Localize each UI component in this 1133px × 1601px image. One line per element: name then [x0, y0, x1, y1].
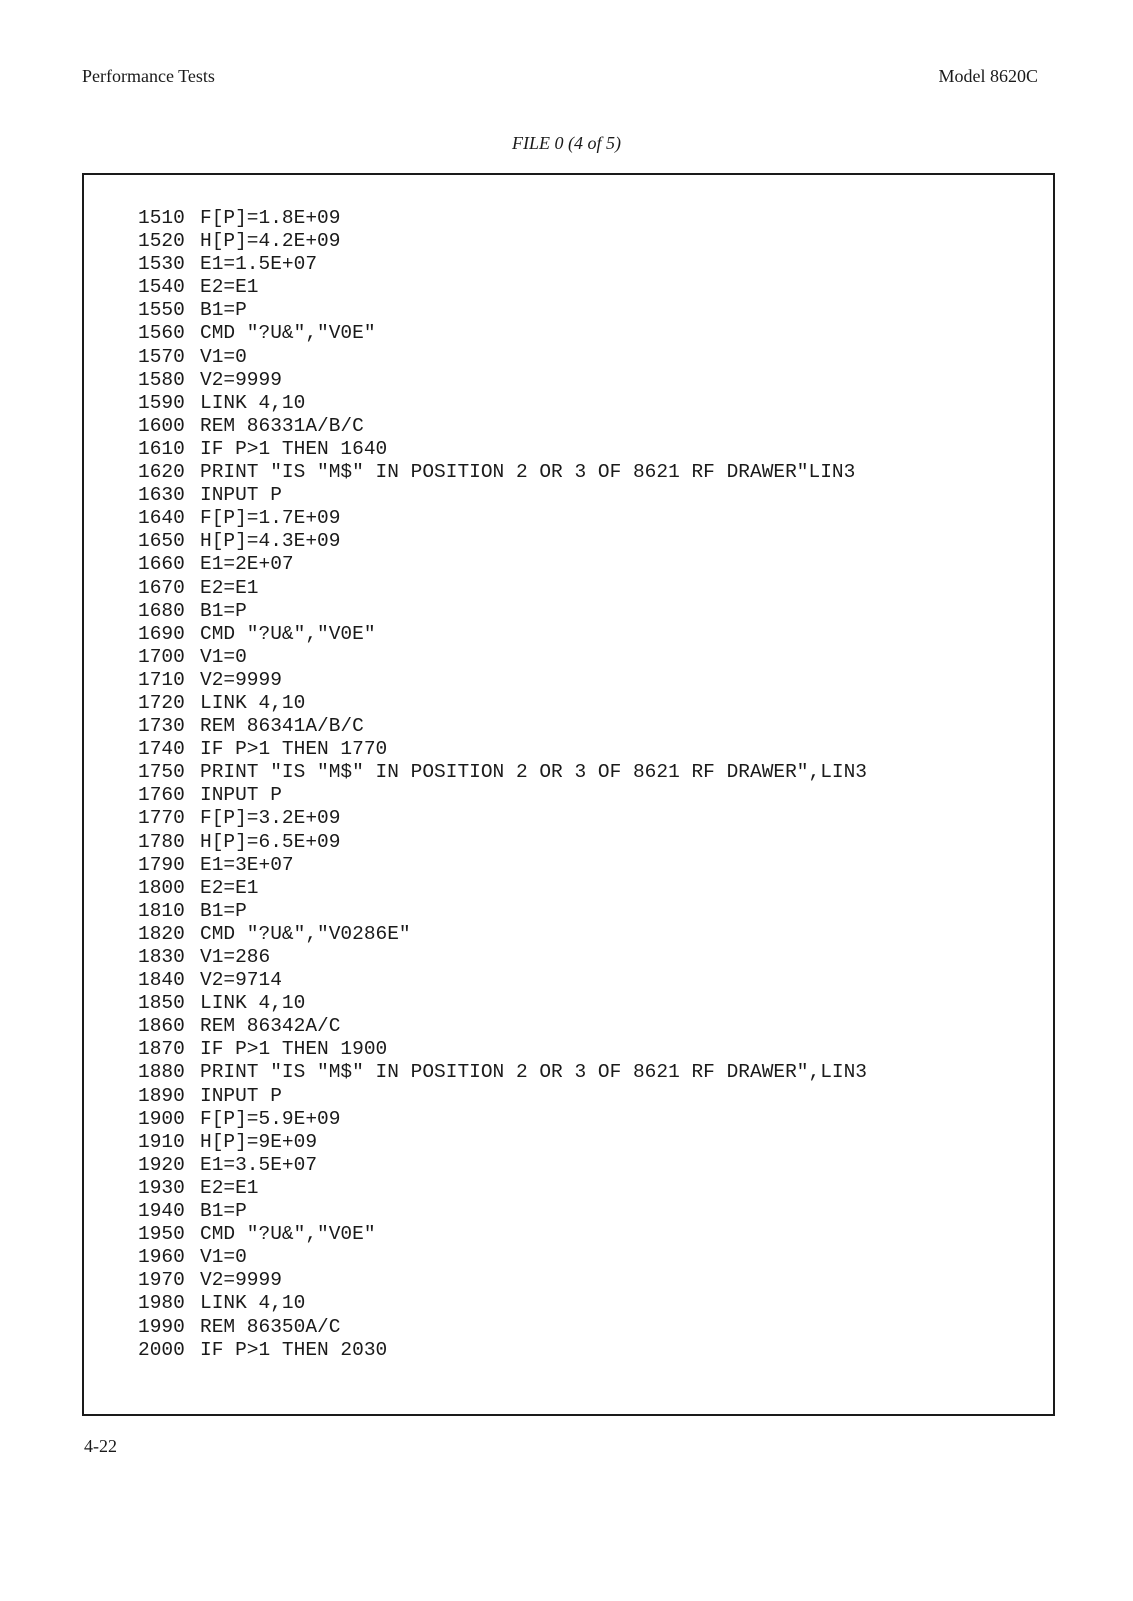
- line-code: H[P]=6.5E+09: [200, 830, 341, 853]
- code-line: [138, 1131, 867, 1154]
- code-line: [138, 1154, 867, 1177]
- code-line: [138, 715, 867, 738]
- line-number: 1980: [138, 1292, 185, 1315]
- line-code: V2=9999: [200, 668, 282, 691]
- line-code: E1=3E+07: [200, 853, 294, 876]
- line-number: 1570: [138, 345, 185, 368]
- line-code: V1=0: [200, 645, 247, 668]
- line-code: H[P]=4.2E+09: [200, 230, 341, 253]
- line-code: PRINT "IS "M$" IN POSITION 2 OR 3 OF 8621 RF DRAWER"LIN3: [200, 461, 856, 484]
- line-number: 1690: [138, 622, 185, 645]
- code-line: [138, 484, 867, 507]
- line-number: 1760: [138, 784, 185, 807]
- line-number: 1610: [138, 437, 185, 460]
- line-code: REM 86342A/C: [200, 1015, 341, 1038]
- code-line: [138, 646, 867, 669]
- line-number: 1650: [138, 530, 185, 553]
- code-line: [138, 1015, 867, 1038]
- line-number: 1710: [138, 668, 185, 691]
- code-line: [138, 1292, 867, 1315]
- line-code: INPUT P: [200, 1084, 282, 1107]
- code-line: [138, 1223, 867, 1246]
- line-code: B1=P: [200, 599, 247, 622]
- line-code: E1=3.5E+07: [200, 1153, 318, 1176]
- line-code: B1=P: [200, 299, 247, 322]
- line-number: 1790: [138, 853, 185, 876]
- line-number: 1660: [138, 553, 185, 576]
- code-line: [138, 1200, 867, 1223]
- line-number: 1590: [138, 391, 185, 414]
- line-number: 1930: [138, 1176, 185, 1199]
- line-code: B1=P: [200, 1200, 247, 1223]
- line-code: B1=P: [200, 899, 247, 922]
- code-line: [138, 900, 867, 923]
- code-line: [138, 1085, 867, 1108]
- line-number: 1550: [138, 299, 185, 322]
- line-number: 1520: [138, 230, 185, 253]
- code-line: [138, 877, 867, 900]
- line-number: 1870: [138, 1038, 185, 1061]
- code-line: [138, 322, 867, 345]
- line-code: CMD "?U&","V0E": [200, 322, 376, 345]
- line-code: LINK 4,10: [200, 691, 306, 714]
- line-code: F[P]=3.2E+09: [200, 807, 341, 830]
- line-code: IF P>1 THEN 1640: [200, 437, 388, 460]
- code-line: [138, 438, 867, 461]
- code-line: [138, 669, 867, 692]
- line-number: 1910: [138, 1130, 185, 1153]
- line-code: REM 86341A/B/C: [200, 715, 364, 738]
- line-number: 1890: [138, 1084, 185, 1107]
- line-code: REM 86350A/C: [200, 1315, 341, 1338]
- code-line: [138, 761, 867, 784]
- line-number: 1830: [138, 946, 185, 968]
- code-line: [138, 1177, 867, 1200]
- line-code: E1=1.5E+07: [200, 253, 318, 276]
- code-line: [138, 692, 867, 715]
- line-code: V2=9714: [200, 969, 282, 992]
- line-number: 1970: [138, 1269, 185, 1292]
- line-number: 1510: [138, 207, 185, 229]
- line-number: 1600: [138, 414, 185, 437]
- line-code: E2=E1: [200, 276, 259, 299]
- code-line: [138, 992, 867, 1015]
- code-line: [138, 230, 867, 253]
- line-number: 1530: [138, 253, 185, 276]
- program-listing: [138, 207, 867, 1362]
- line-number: 1780: [138, 830, 185, 853]
- line-code: LINK 4,10: [200, 1292, 306, 1315]
- line-number: 1800: [138, 876, 185, 899]
- line-code: F[P]=5.9E+09: [200, 1107, 341, 1130]
- line-code: V1=286: [200, 946, 271, 968]
- code-line: [138, 1316, 867, 1339]
- line-number: 1990: [138, 1315, 185, 1338]
- line-code: E2=E1: [200, 876, 259, 899]
- line-code: H[P]=9E+09: [200, 1130, 318, 1153]
- line-number: 1960: [138, 1246, 185, 1269]
- line-number: 1850: [138, 992, 185, 1015]
- line-number: 1720: [138, 691, 185, 714]
- code-line: [138, 507, 867, 530]
- line-number: 1920: [138, 1153, 185, 1176]
- code-line: [138, 1339, 867, 1362]
- line-number: 2000: [138, 1338, 185, 1361]
- code-line: [138, 1269, 867, 1292]
- line-code: F[P]=1.7E+09: [200, 507, 341, 530]
- line-number: 1730: [138, 715, 185, 738]
- line-number: 1560: [138, 322, 185, 345]
- code-line: [138, 1038, 867, 1061]
- line-code: CMD "?U&","V0286E": [200, 922, 411, 945]
- line-code: CMD "?U&","V0E": [200, 1223, 376, 1246]
- line-code: CMD "?U&","V0E": [200, 622, 376, 645]
- line-number: 1670: [138, 576, 185, 599]
- line-code: REM 86331A/B/C: [200, 414, 364, 437]
- line-number: 1840: [138, 969, 185, 992]
- line-number: 1860: [138, 1015, 185, 1038]
- code-line: [138, 1108, 867, 1131]
- code-line: [138, 415, 867, 438]
- code-line: [138, 299, 867, 322]
- file-title: FILE 0 (4 of 5): [512, 133, 621, 153]
- line-code: LINK 4,10: [200, 391, 306, 414]
- line-code: E2=E1: [200, 576, 259, 599]
- line-code: V1=0: [200, 1246, 247, 1269]
- code-line: [138, 969, 867, 992]
- code-line: [138, 807, 867, 830]
- code-line: [138, 1061, 867, 1084]
- line-code: F[P]=1.8E+09: [200, 207, 341, 229]
- code-line: [138, 854, 867, 877]
- code-line: [138, 738, 867, 761]
- running-header-model: Model 8620C: [938, 66, 1038, 86]
- line-code: E1=2E+07: [200, 553, 294, 576]
- page-number: 4-22: [84, 1436, 117, 1456]
- line-code: H[P]=4.3E+09: [200, 530, 341, 553]
- line-code: V2=9999: [200, 368, 282, 391]
- code-line: [138, 207, 867, 230]
- code-line: [138, 623, 867, 646]
- code-line: [138, 392, 867, 415]
- program-listing-box: [82, 173, 1055, 1416]
- line-number: 1700: [138, 645, 185, 668]
- line-code: PRINT "IS "M$" IN POSITION 2 OR 3 OF 8621 RF DRAWER",LIN3: [200, 761, 868, 784]
- code-line: [138, 831, 867, 854]
- code-line: [138, 1246, 867, 1269]
- code-line: [138, 600, 867, 623]
- code-line: [138, 346, 867, 369]
- line-code: IF P>1 THEN 2030: [200, 1338, 388, 1361]
- line-code: INPUT P: [200, 784, 282, 807]
- line-number: 1770: [138, 807, 185, 830]
- code-line: [138, 784, 867, 807]
- line-code: IF P>1 THEN 1900: [200, 1038, 388, 1061]
- line-number: 1900: [138, 1107, 185, 1130]
- line-number: 1680: [138, 599, 185, 622]
- line-code: IF P>1 THEN 1770: [200, 738, 388, 761]
- line-number: 1820: [138, 922, 185, 945]
- line-number: 1580: [138, 368, 185, 391]
- line-number: 1810: [138, 899, 185, 922]
- line-number: 1640: [138, 507, 185, 530]
- code-line: [138, 553, 867, 576]
- code-line: [138, 530, 867, 553]
- code-line: [138, 461, 867, 484]
- line-code: LINK 4,10: [200, 992, 306, 1015]
- code-line: [138, 923, 867, 946]
- line-code: PRINT "IS "M$" IN POSITION 2 OR 3 OF 8621 RF DRAWER",LIN3: [200, 1061, 868, 1084]
- line-code: E2=E1: [200, 1176, 259, 1199]
- line-code: V1=0: [200, 345, 247, 368]
- code-line: [138, 253, 867, 276]
- line-code: INPUT P: [200, 484, 282, 507]
- line-number: 1540: [138, 276, 185, 299]
- code-line: [138, 369, 867, 392]
- line-number: 1750: [138, 761, 185, 784]
- line-number: 1620: [138, 461, 185, 484]
- code-line: [138, 946, 867, 969]
- line-number: 1630: [138, 484, 185, 507]
- line-number: 1880: [138, 1061, 185, 1084]
- line-number: 1940: [138, 1200, 185, 1223]
- line-code: V2=9999: [200, 1269, 282, 1292]
- running-header-section: Performance Tests: [82, 66, 215, 86]
- code-line: [138, 577, 867, 600]
- line-number: 1950: [138, 1223, 185, 1246]
- line-number: 1740: [138, 738, 185, 761]
- code-line: [138, 276, 867, 299]
